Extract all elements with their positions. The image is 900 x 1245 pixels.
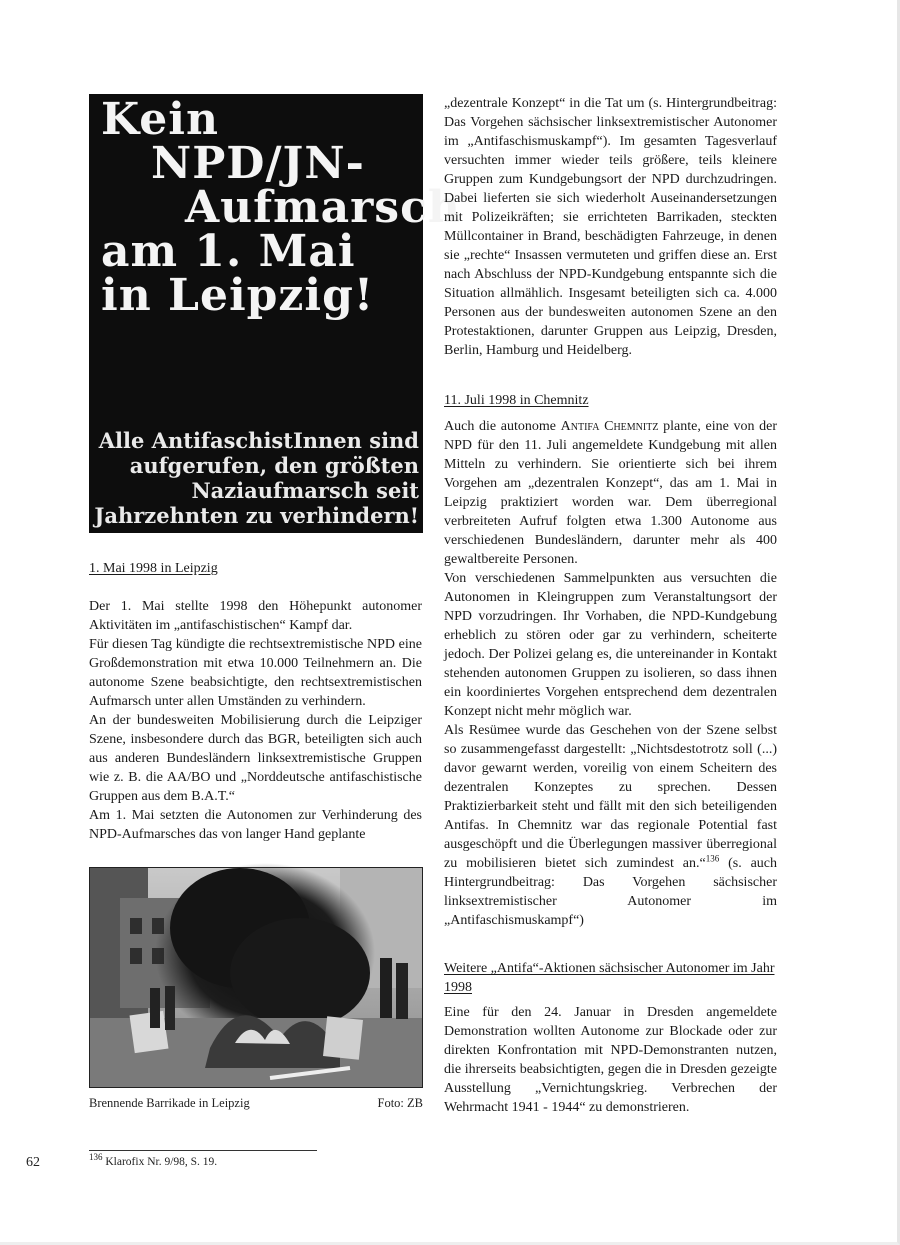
poster-subtext-line: Alle AntifaschistInnen sind <box>98 428 419 453</box>
footnote <box>89 1152 218 1168</box>
paragraph: Der 1. Mai stellte 1998 den Höhepunkt autonomer Aktivitäten im „antifaschistischen“ Kampf dar. <box>89 599 422 633</box>
poster-subtext <box>93 428 419 528</box>
paragraph: Auch die autonome Antifa Chemnitz plante, eine von der NPD für den 11. Juli angemeldete Kundgebung mit allen Mitteln zu verhindern. Sie orientierte sich bei ihrem Vorgehen am „dezentralen Konzept“, das am 1. Mai in Leipzig praktiziert worden war. Dem überregional verbreiteten Aufruf folgten etwa 1.300 Autonome aus verschiedenen Bundesländern, darunter mehr als 400 gewaltbereite Personen. <box>444 419 778 567</box>
footnote-text: Klarofix Nr. 9/98, S. 19. <box>102 1156 218 1168</box>
paragraph: Von verschiedenen Sammelpunkten aus versuchten die Autonomen in Kleingruppen zum Veranstaltungsort der NPD vorzudringen. Ihr Vorhaben, die NPD-Kundgebung erheblich zu stören oder gar zu verhindern, scheiterte jedoch. Der Polizei gelang es, die untereinander in Kontakt stehenden autonomen Gruppen zu isolieren, so dass ihnen ein koordiniertes Vorgehen entsprechend dem dezentralen Konzept nicht mehr möglich war. <box>444 571 777 719</box>
footnote-reference: 136 <box>705 853 720 864</box>
poster-headline-line: Aufmarsch <box>185 182 461 233</box>
photo-credit: Foto: ZB <box>377 1096 423 1110</box>
organization-name: Antifa Chemnitz <box>560 419 659 434</box>
poster-subtext-line: aufgerufen, den größten <box>129 453 419 478</box>
chemnitz-section-text <box>444 417 777 930</box>
paragraph: Am 1. Mai setzten die Autonomen zur Verhinderung des NPD-Aufmarsches das von langer Hand geplante <box>89 808 422 842</box>
paragraph: Für diesen Tag kündigte die rechtsextremistische NPD eine Großdemonstration mit etwa 10.000 Teilnehmern an. Die autonome Szene beabsichtigte, den rechtsextremistischen Aufmarsch unter allen Umständen zu verhindern. <box>89 637 422 709</box>
poster-headline-line: in Leipzig! <box>101 270 375 321</box>
right-column-continuation <box>444 94 777 360</box>
photo-caption: Brennende Barrikade in Leipzig <box>89 1096 250 1110</box>
poster-headline <box>101 94 461 321</box>
footnote-number: 136 <box>89 1152 103 1163</box>
barricade-photo-illustration <box>90 868 422 1087</box>
section-heading-leipzig: 1. Mai 1998 in Leipzig <box>89 561 218 576</box>
paragraph: „dezentrale Konzept“ in die Tat um (s. Hintergrundbeitrag: Das Vorgehen sächsischer linksextremistischer Autonomer im „Antifaschismuskampf“). Im gesamten Tagesverlauf versuchten immer wieder teils größere, teils kleinere Gruppen zum Kundgebungsort der NPD durchzudringen. Dabei lieferten sie sich wiederholt Auseinandersetzungen mit Polizeikräften; sie errichteten Barrikaden, steckten Müllcontainer in Brand, beschädigten Fahrzeuge, in denen sie „rechte“ Insassen vermuteten und griffen diese an. Erst nach Abschluss der NPD-Kundgebung entspannte sich die Situation allmählich. Insgesamt beteiligten sich ca. 4.000 Personen aus der bundesweiten autonomen Szene an den Protestaktionen, darunter Gruppen aus Leipzig, Dresden, Berlin, Hamburg und Heidelberg. <box>444 96 777 358</box>
poster-headline-line: am 1. Mai <box>101 226 356 277</box>
section-heading-chemnitz: 11. Juli 1998 in Chemnitz <box>444 393 589 408</box>
further-actions-text <box>444 1003 777 1117</box>
paragraph: An der bundesweiten Mobilisierung durch die Leipziger Szene, insbesondere durch das BGR, beteiligten sich auch aus anderen Bundesländern linksextremistische Gruppen wie z. B. die AA/BO und „Norddeutsche antifaschistische Gruppen aus dem B.A.T.“ <box>89 713 422 804</box>
poster-headline-line: NPD/JN- <box>151 138 365 189</box>
footnote-divider <box>89 1150 317 1151</box>
poster-headline-line: Kein <box>101 94 219 145</box>
poster-subtext-line: Jahrzehnten zu verhindern! <box>94 503 419 528</box>
paragraph: Eine für den 24. Januar in Dresden angemeldete Demonstration wollten Autonome zur Blockade oder zur direkten Konfrontation mit NPD-Demonstranten nutzen, die ihrerseits beabsichtigten, gegen die in Dresden gezeigte Ausstellung „Vernichtungskrieg. Verbrechen der Wehrmacht 1941 - 1944“ zu demonstrieren. <box>444 1005 777 1115</box>
paragraph: Als Resümee wurde das Geschehen von der Szene selbst so zusammengefasst dargestellt: „Nichtsdestotrotz soll (...) davor gewarnt werden, voreilig von einem Scheitern des dezentralen Konzeptes zu sprechen. Dessen Praktizierbarkeit steht und fällt mit den sich beteiligenden Antifas. In Chemnitz war das regionale Potential fast ausgeschöpft und die Überlegungen massiver überregional zu mobilisieren bietet sich zumindest an.“$^{136}$ (s. auch Hintergrundbeitrag: Das Vorgehen sächsischer linksextremistischer Autonomer im „Antifaschismuskampf“) <box>444 723 777 928</box>
protest-poster <box>89 94 461 533</box>
barricade-photo <box>89 867 423 1088</box>
page-number: 62 <box>26 1155 40 1170</box>
section-heading-further-actions: Weitere „Antifa“-Aktionen sächsischer Autonomer im Jahr 1998 <box>444 961 775 995</box>
poster-subtext-line: Naziaufmarsch seit <box>191 478 419 503</box>
left-column-text <box>89 597 422 844</box>
